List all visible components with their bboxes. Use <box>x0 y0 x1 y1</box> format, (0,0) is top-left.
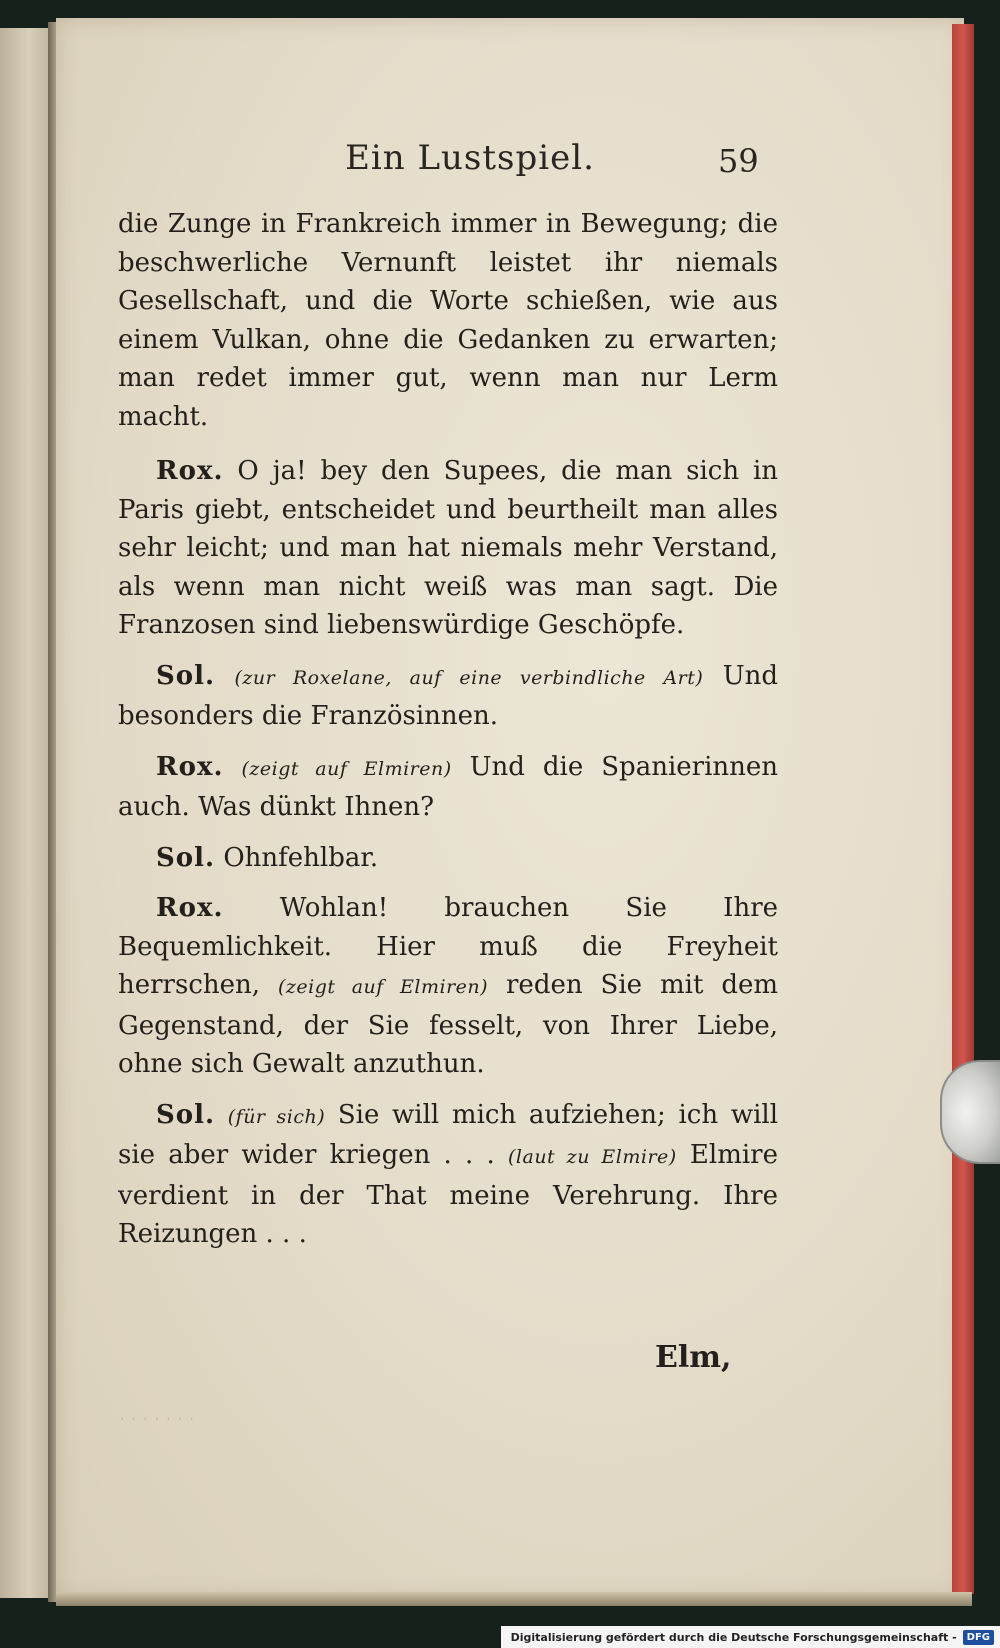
paragraph-continuation: die Zunge in Frankreich immer in Bewegung; die beschwerliche Vernunft leistet ihr niemals Gesellschaft, und die Worte schießen, wie aus einem Vulkan, ohne die Gedanken zu erwarten; man redet immer gut, wenn man nur Lerm macht. <box>118 209 778 432</box>
red-page-edge <box>952 24 974 1594</box>
page-number: 59 <box>718 142 759 180</box>
dialogue-text: Sie will mich aufziehen; ich will sie aber wider kriegen . . . <box>118 1099 779 1170</box>
dialogue-text: Und besonders die Französinnen. <box>118 660 779 731</box>
dialogue-rox-2 <box>118 748 778 827</box>
page-body <box>118 205 778 1266</box>
speaker-label: Rox. <box>156 456 224 486</box>
credit-text: Digitalisierung gefördert durch die Deutsche Forschungsgemeinschaft - <box>510 1630 957 1644</box>
stage-direction: (zeigt auf Elmiren) <box>241 757 452 780</box>
dialogue-sol-1 <box>118 657 778 736</box>
dialogue-text: Und die Spanierinnen auch. Was dünkt Ihnen? <box>118 751 779 822</box>
dialogue-sol-2 <box>118 839 778 878</box>
book-gutter <box>48 22 56 1602</box>
dfg-logo: DFG <box>963 1630 994 1645</box>
left-page-edge <box>0 28 50 1598</box>
dialogue-rox-3 <box>118 889 778 1084</box>
page-bottom-edge <box>56 1592 972 1606</box>
speaker-label: Sol. <box>156 1099 216 1130</box>
page-clip-icon <box>940 1060 1000 1164</box>
stage-direction: (zur Roxelane, auf eine verbindliche Art) <box>234 666 704 689</box>
dialogue-text: O ja! bey den Supees, die man sich in Paris giebt, entscheidet und beurtheilt man alles sehr leicht; und man hat niemals mehr Verstand, als wenn man nicht weiß was man sagt. Die Franzosen sind liebenswürdige Geschöpfe. <box>118 456 779 640</box>
catchword: Elm, <box>655 1340 732 1375</box>
speaker-label: Rox. <box>156 893 224 923</box>
stage-direction: (zeigt auf Elmiren) <box>277 976 489 998</box>
speaker-label: Sol. <box>156 660 216 691</box>
stage-direction: (für sich) <box>227 1105 326 1128</box>
dialogue-sol-3 <box>118 1096 778 1254</box>
speaker-label: Sol. <box>156 842 216 873</box>
dialogue-text: Ohnfehlbar. <box>223 842 379 873</box>
stage-direction: (laut zu Elmire) <box>508 1146 677 1168</box>
running-head: Ein Lustspiel. <box>345 138 595 178</box>
faded-bleedthrough: · · · · · · · <box>120 1412 196 1426</box>
dialogue-text: Elmire verdient in der That meine Verehrung. Ihre Reizungen . . . <box>118 1140 779 1249</box>
dialogue-text: reden Sie mit dem Gegenstand, der Sie fesselt, von Ihrer Liebe, ohne sich Gewalt anzuthun. <box>118 970 779 1079</box>
digitization-credit <box>501 1626 1000 1648</box>
dialogue-rox-1 <box>118 452 778 645</box>
dialogue-text: Wohlan! brauchen Sie Ihre Bequemlichkeit. Hier muß die Freyheit herrschen, <box>118 893 779 1000</box>
speaker-label: Rox. <box>156 751 224 782</box>
